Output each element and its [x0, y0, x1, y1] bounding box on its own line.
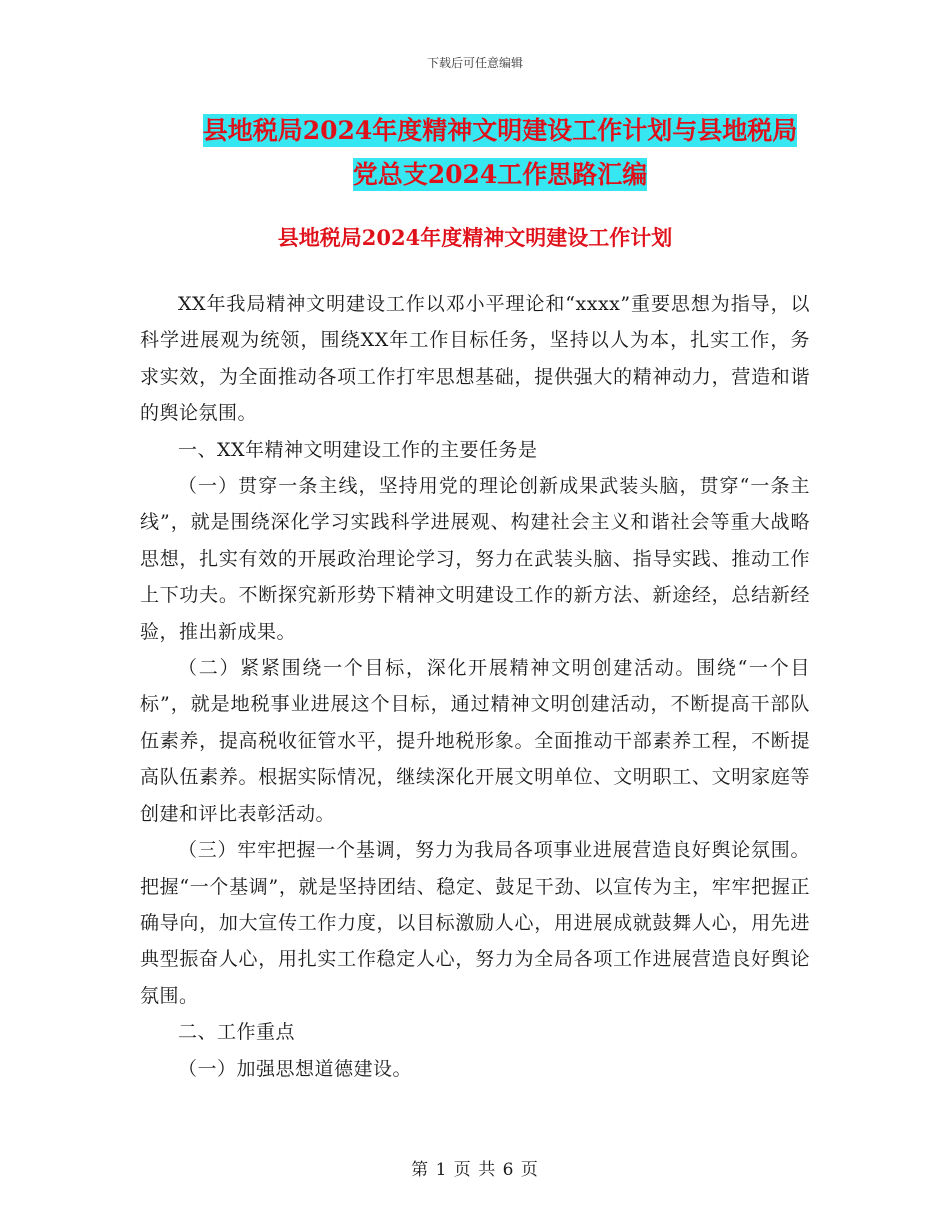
heading-main-tasks: 一、XX年精神文明建设工作的主要任务是: [178, 438, 538, 461]
header-note: 下载后可任意编辑: [426, 56, 523, 70]
page-number-footer: 第 1 页 共 6 页: [411, 1160, 539, 1180]
paragraph-focus-1: （一）加强思想道德建设。: [178, 1057, 413, 1080]
paragraph-task-3: （三）牢牢把握一个基调，努力为我局各项事业进展营造良好舆论氛围。把握“一个基调”，就是坚持团结、稳定、鼓足干劲、以宣传为主，牢牢把握正确导向，加大宣传工作力度，以目标激励人心，用进展成就鼓舞人心，用先进典型振奋人心，用扎实工作稳定人心，努力为全局各项工作进展营造良好舆论氛围。: [140, 839, 810, 1007]
document-title-line-1: [150, 108, 850, 154]
document-title-text-1: 县地税局2024年度精神文明建设工作计划与县地税局: [202, 116, 798, 145]
section-title: 县地税局2024年度精神文明建设工作计划: [277, 225, 673, 250]
document-body: [140, 286, 810, 1087]
paragraph-task-2: （二）紧紧围绕一个目标，深化开展精神文明创建活动。围绕“一个目标”，就是地税事业进展这个目标，通过精神文明创建活动，不断提高干部队伍素养，提高税收征管水平，提升地税形象。全面推动干部素养工程，不断提高队伍素养。根据实际情况，继续深化开展文明单位、文明职工、文明家庭等创建和评比表彰活动。: [140, 657, 810, 825]
document-title-text-2: 党总支2024工作思路汇编: [352, 160, 648, 189]
document-title-line-2: [150, 152, 850, 198]
heading-work-focus: 二、工作重点: [178, 1021, 296, 1044]
paragraph-intro: XX年我局精神文明建设工作以邓小平理论和“xxxx”重要思想为指导，以科学进展观为统领，围绕XX年工作目标任务，坚持以人为本，扎实工作，务求实效，为全面推动各项工作打牢思想基础，提供强大的精神动力，营造和谐的舆论氛围。: [140, 293, 810, 425]
paragraph-task-1: （一）贯穿一条主线，坚持用党的理论创新成果武装头脑，贯穿“一条主线”，就是围绕深化学习实践科学进展观、构建社会主义和谐社会等重大战略思想，扎实有效的开展政治理论学习，努力在武装头脑、指导实践、推动工作上下功夫。不断探究新形势下精神文明建设工作的新方法、新途经，总结新经验，推出新成果。: [140, 475, 810, 643]
